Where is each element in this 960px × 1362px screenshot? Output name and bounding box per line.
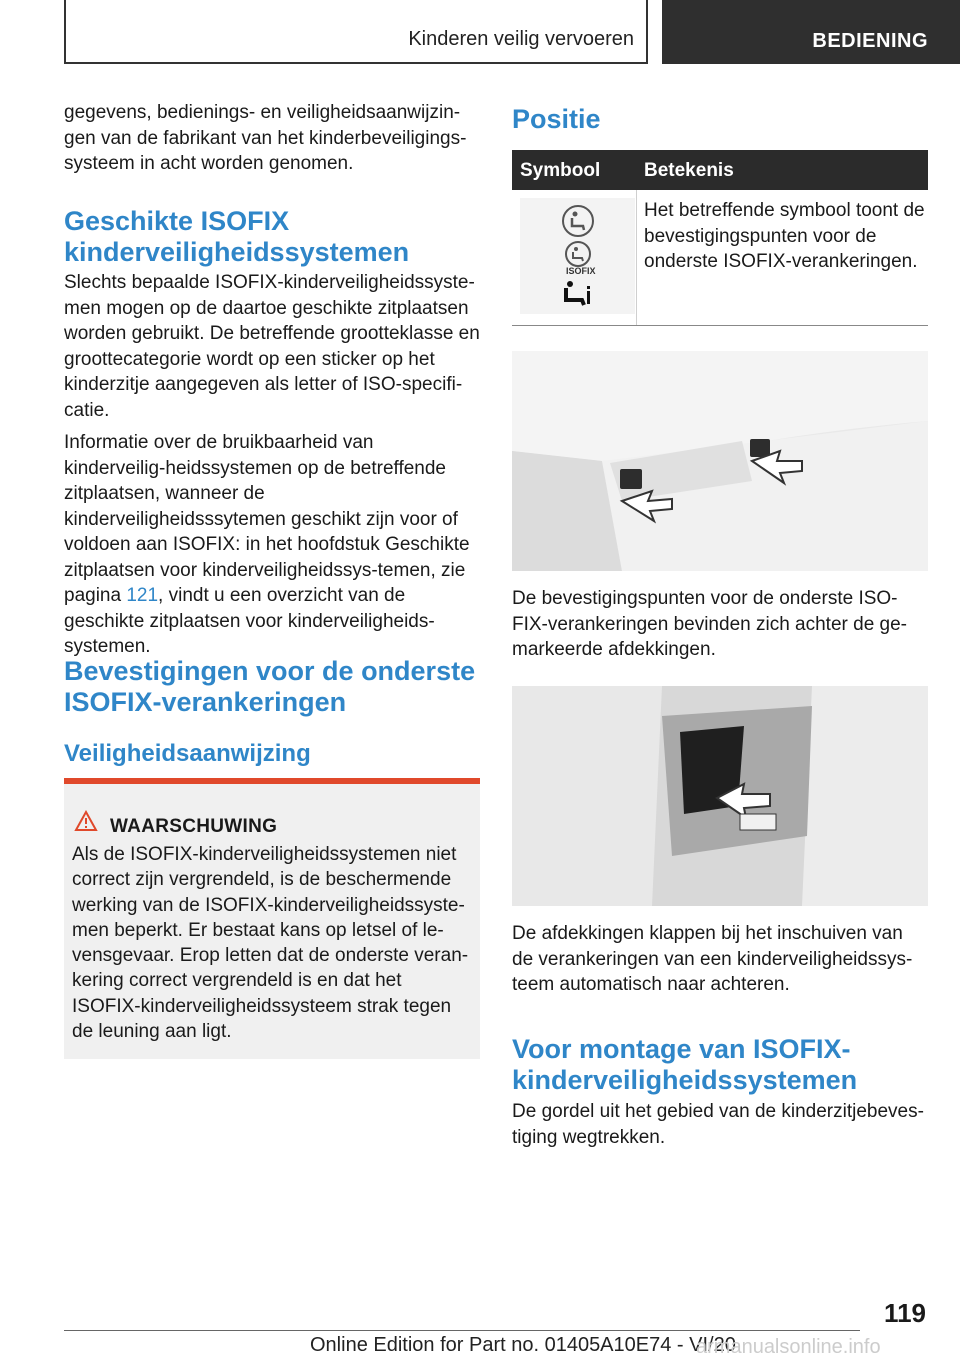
heading-voor-montage: Voor montage van ISOFIX-kinderveiligheidssystemen <box>512 1034 858 1095</box>
heading-geschikte-isofix: Geschikte ISOFIX kinderveiligheidssystemen <box>64 206 410 267</box>
heading-veiligheidsaanwijzing: Veiligheidsaanwijzing <box>64 740 311 767</box>
heading-bevestigingen: Bevestigingen voor de onderste ISOFIX-verankeringen <box>64 656 476 717</box>
table-header-betekenis: Betekenis <box>644 160 734 181</box>
isofix-icon-label: ISOFIX <box>566 266 596 276</box>
paragraph-isofix-sizes: Slechts bepaalde ISOFIX-kinderveiligheidssyste-men mogen op de daartoe geschikte zitplaatsen worden gebruikt. De betreffende grootteklasse en groottecategorie wordt op een sticker op het kinderzitje aangegeven als letter of ISO-specifi-catie. <box>64 272 480 421</box>
child-seat-icon <box>561 204 595 243</box>
paragraph-usability <box>64 430 480 660</box>
header-section-box <box>64 0 648 64</box>
header-chapter-title: BEDIENING <box>812 30 928 52</box>
paragraph-usability-part2: , vindt u een overzicht van de geschikte zitplaatsen voor kinderveiligheids-systemen. <box>64 585 435 657</box>
table-bottom-line <box>512 325 928 326</box>
rear-seat-photo <box>512 351 928 571</box>
warning-title: WAARSCHUWING <box>110 816 278 837</box>
footer-watermark: armanualsonline.info <box>696 1336 881 1358</box>
paragraph-usability-part1: Informatie over de bruikbaarheid van kinderveilig-heidssystemen op de betreffende zitplaatsen, wanneer de kinderveiligheidsssytemen geschikt zijn voor of voldoen aan ISOFIX: in het hoofdstuk Geschikte zitplaatsen voor kinderveiligheidssys-temen, zie pagina <box>64 432 470 606</box>
page-reference-link[interactable]: 121 <box>126 585 159 606</box>
isofix-info-icon <box>562 278 594 313</box>
warning-triangle-icon <box>74 810 98 837</box>
heading-positie: Positie <box>512 104 601 134</box>
page-number: 119 <box>884 1298 926 1328</box>
warning-body: Als de ISOFIX-kinderveiligheidssystemen niet correct zijn vergrendeld, is de beschermende werking van de ISOFIX-kinderveiligheidssyste-men beperkt. Er bestaat kans op letsel of le-vensgevaar. Erop letten dat de onderste veran-kering correct vergrendeld is en dat het ISOFIX-kinderveiligheidssysteem strak tegen de leuning aan ligt. <box>72 844 469 1043</box>
caption-cover-folding: De afdekkingen klappen bij het inschuiven van de verankeringen van een kinderveiligheidssys-teem automatisch naar achteren. <box>512 923 913 995</box>
paragraph-montage: De gordel uit het gebied van de kinderzitjebeves-tiging wegtrekken. <box>512 1101 924 1148</box>
caption-anchor-location: De bevestigingspunten voor de onderste ISO-FIX-verankeringen bevinden zich achter de ge-markeerde afdekkingen. <box>512 588 908 660</box>
table-column-divider <box>636 190 637 325</box>
intro-paragraph: gegevens, bedienings- en veiligheidsaanwijzin-gen van de fabrikant van het kinderbeveiligings-systeem in acht worden genomen. <box>64 102 467 174</box>
header-chapter-tab <box>662 0 960 64</box>
footer-divider <box>64 1330 860 1331</box>
anchor-cover-photo <box>512 686 928 906</box>
footer-edition: Online Edition for Part no. 01405A10E74 - VI/20 <box>310 1334 736 1356</box>
warning-box <box>64 778 480 1059</box>
header-section-title: Kinderen veilig vervoeren <box>408 28 634 50</box>
symbol-table-header <box>512 150 928 190</box>
symbol-meaning-text: Het betreffende symbool toont de bevestigingspunten voor de onderste ISOFIX-verankeringen. <box>644 200 925 272</box>
symbol-icon-cell <box>520 198 635 314</box>
table-header-symbool: Symbool <box>520 160 601 181</box>
